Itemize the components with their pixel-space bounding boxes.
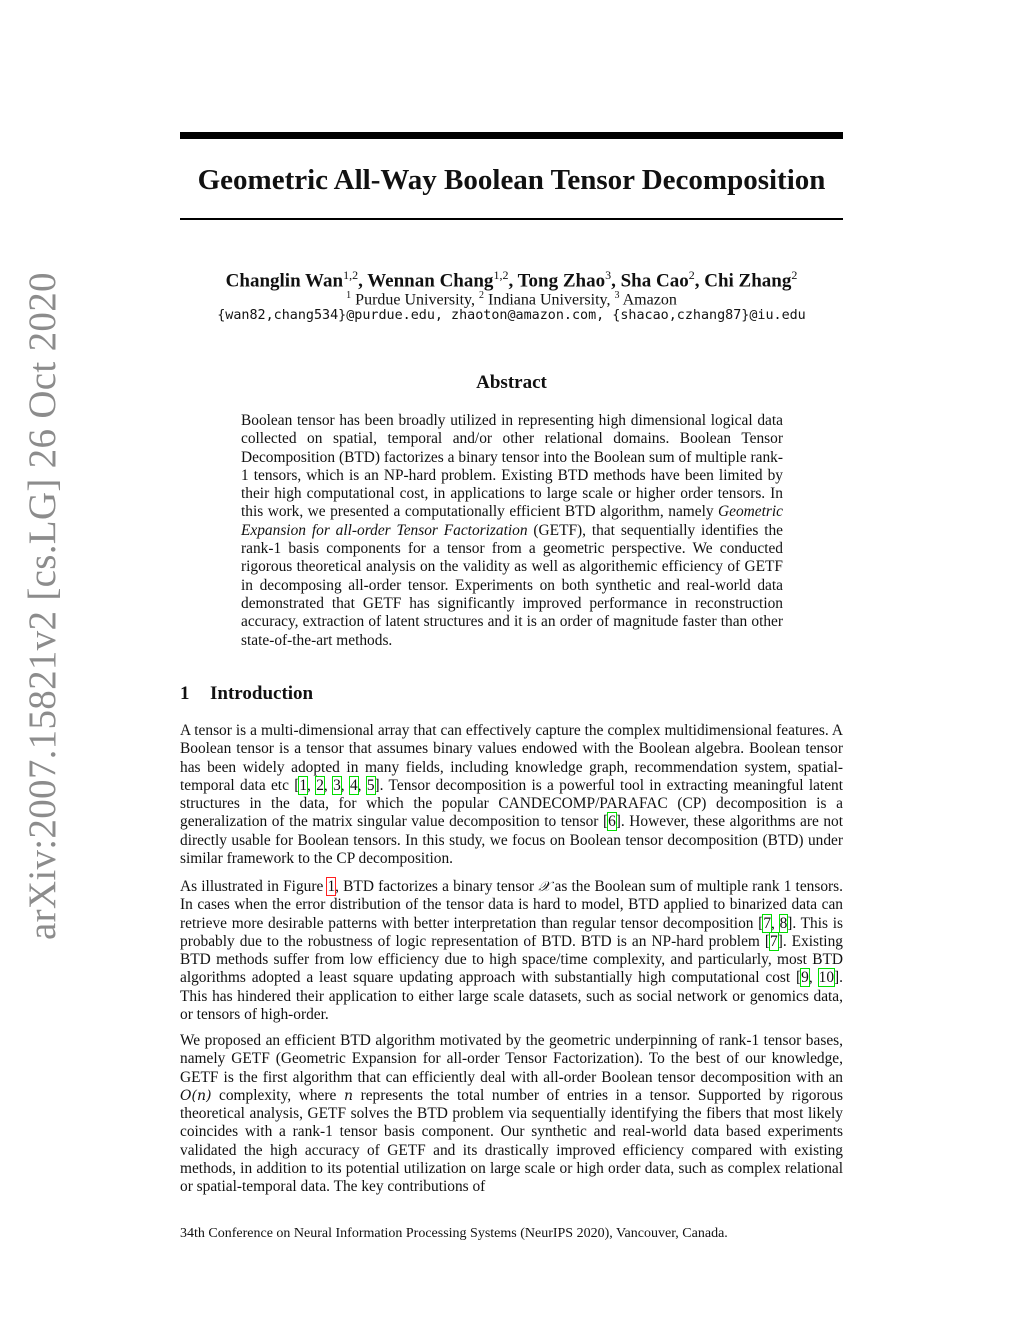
author-affil-sup: 3 [605,268,612,282]
citation-link[interactable]: 4 [349,776,358,794]
author-affil-sup: 1,2 [343,268,359,282]
section-title: Introduction [210,683,314,704]
abstract-method-name: Geometric Expansion for all-order Tensor Factorization [241,503,783,539]
affil-name: Purdue University [355,291,472,309]
paragraph-text: ]. Tensor decomposition is a powerful tool in extracting meaningful latent structures in the data, for which the popular CANDECOMP/PARAFAC (CP) decomposition is a generalization of the matrix singular value decomposition to tensor [ [180,776,844,831]
section-heading [180,682,843,706]
abstract-text: Boolean tensor has been broadly utilized in representing high dimensional logical data collected on spatial, temporal and/or other relational domains. Boolean Tensor Decomposition (BTD) factorizes a binary tensor into the Boolean sum of multiple rank-1 tensors, which is an NP-hard problem. Existing BTD methods have been limited by their high computational cost, in applications to large scale or higher order tensors. In this work, we presented a computationally efficient BTD algorithm, namely [241,412,783,521]
paragraph-text: We proposed an efficient BTD algorithm motivated by the geometric underpinning of rank-1 tensor bases, namely GETF (Geometric Expansion for all-order Tensor Factorization). To the best of our knowledge, GETF is the first algorithm that can efficiently deal with all-order Boolean tensor decomposition with an [180,1032,843,1086]
paragraph: As illustrated in Figure 1, BTD factorizes a binary tensor 𝒳 as the Boolean sum of multiple rank 1 tensors. In cases when the error distribution of the tensor data is hard to model, BTD applied to binarized data can retrieve more desirable patterns with better interpretation than regular tensor decomposition [7, 8]. This is probably due to the robustness of logic representation of BTD. BTD is an NP-hard problem [7]. Existing BTD methods suffer from low efficiency due to high space/time complexity, and particularly, most BTD algorithms adopted a least square updating approach with substantially high computational cost [9, 10]. This has hindered their application to either large scale datasets, such as social network or genomics data, or tensors of high-order. [180,878,843,1024]
citation-link[interactable]: 9 [801,969,809,987]
author-name: Chi Zhang [704,270,792,292]
author-affil-sup: 1,2 [493,268,509,282]
affil-sup: 3 [614,290,620,301]
title-rule-bottom [180,218,843,220]
abstract-heading: Abstract [476,372,547,393]
author-name: Wennan Chang [367,270,494,292]
author-list: Changlin Wan$^{1,2}$, Wennan Chang$^{1,2}$, Tong Zhao$^3$, Sha Cao$^2$, Chi Zhang$^2$ [225,268,798,292]
citation-link[interactable]: 7 [770,932,778,950]
author-affil-sup: 2 [791,268,798,282]
author-name: Tong Zhao [517,270,606,292]
abstract-body [241,412,783,650]
citation-link[interactable]: 1 [299,776,308,794]
paragraph-text: ]. However, these algorithms are not directly usable for Boolean tensors. In this study, we focus on Boolean tensor decomposition (BTD) under similar framework to the CP decomposition. [180,813,843,868]
citation-link[interactable]: 8 [779,914,788,932]
tensor-symbol: 𝒳 [538,879,551,895]
author-name: Changlin Wan [225,270,344,292]
paper-title: Geometric All-Way Boolean Tensor Decomposition [197,164,826,196]
citation-link[interactable]: 3 [333,776,341,794]
citation-link[interactable]: 10 [818,969,835,987]
affil-sup: 1 [346,290,352,301]
paragraph-text: ]. This has hindered their application to either large scale datasets, such as social network or genomics data, or tensors of high-order. [180,969,843,1024]
author-affil-sup: 2 [688,268,695,282]
paragraph-text: represents the total number of entries in a tensor. Supported by rigorous theoretical analysis, GETF solves the BTD problem via sequentially identifying the fibers that most likely coincides with a rank-1 tensor basis component. Our synthetic and real-world data based experiments validated the high accuracy of GETF and its drastically improved efficiency compared with existing methods, in addition to its potential utilization on large scale or high order data, such as complex relational or spatial-temporal data. The key contributions of [180,1086,844,1196]
affil-sup: 2 [479,290,485,301]
citation-link[interactable]: 6 [608,813,616,831]
affiliations: $^1$ Purdue University, $^2$ Indiana University, $^3$ Amazon [346,290,677,309]
paragraph: A tensor is a multi-dimensional array that can effectively capture the complex multidimensional features. A Boolean tensor is a tensor that assumes binary values endowed with the Boolean algebra. Boolean tensor has been widely adopted in many fields, including knowledge graph, recommendation system, spatial-temporal data etc [1, 2, 3, 4, 5]. Tensor decomposition is a powerful tool in extracting meaningful latent structures in the data, for which the popular CANDECOMP/PARAFAC (CP) decomposition is a generalization of the matrix singular value decomposition to tensor [6]. However, these algorithms are not directly usable for Boolean tensors. In this study, we focus on Boolean tensor decomposition (BTD) under similar framework to the CP decomposition. [180,722,844,868]
paragraph-text: as the Boolean sum of multiple rank 1 tensors. In cases when the error distribution of the tensor data is hard to model, BTD applied to binarized data can retrieve more desirable patterns with better interpretation than regular tensor decomposition [ [180,878,843,932]
paragraph-text: As illustrated in Figure [180,878,328,895]
affil-name: Amazon [622,291,677,309]
author-emails: {wan82,chang534}@purdue.edu, zhaoton@amazon.com, {shacao,czhang87}@iu.edu [217,308,806,323]
title-rule-top [180,132,843,139]
paragraph-text: , BTD factorizes a binary tensor [335,878,539,895]
section-number: 1 [180,683,190,704]
citation-link[interactable]: 7 [763,914,772,932]
affil-name: Indiana University [488,291,607,309]
conference-footnote: 34th Conference on Neural Information Processing Systems (NeurIPS 2020), Vancouver, Canada. [180,1226,728,1241]
paragraph-text: A tensor is a multi-dimensional array that can effectively capture the complex multidimensional features. A Boolean tensor is a tensor that assumes binary values endowed with the Boolean algebra. Boolean tensor has been widely adopted in many fields, including knowledge graph, recommendation system, spatial-temporal data etc [ [180,722,843,794]
complexity-math: O(n) [180,1087,212,1104]
abstract-text: (GETF), that sequentially identifies the rank-1 basis components for a tensor from a geometric perspective. We conducted rigorous theoretical analysis on the validity as well as algorithemic efficiency of GETF in decomposing all-order tensor. Experiments on both synthetic and real-world data demonstrated that GETF has significantly improved performance in reconstruction accuracy, extraction of latent structures and it is an order of magnitude faster than other state-of-the-art methods. [241,521,784,649]
citation-link[interactable]: 5 [366,776,375,794]
arxiv-identifier: arXiv:2007.15821v2 [cs.LG] 26 Oct 2020 [21,272,64,940]
paragraph-text: complexity, where [211,1086,344,1104]
figure-link[interactable]: 1 [327,878,336,895]
author-name: Sha Cao [620,270,689,292]
paragraph [180,1032,843,1197]
citation-link[interactable]: 2 [316,776,324,794]
variable-math: n [343,1087,353,1104]
paragraph-text: ]. Existing BTD methods suffer from low efficiency due to high space/time complexity, and particularly, most BTD algorithms adopted a least square updating approach with substantially high computational cost [ [180,932,843,987]
paragraph-text: ]. This is probably due to the robustness of logic representation of BTD. BTD is an NP-hard problem [ [180,914,843,950]
